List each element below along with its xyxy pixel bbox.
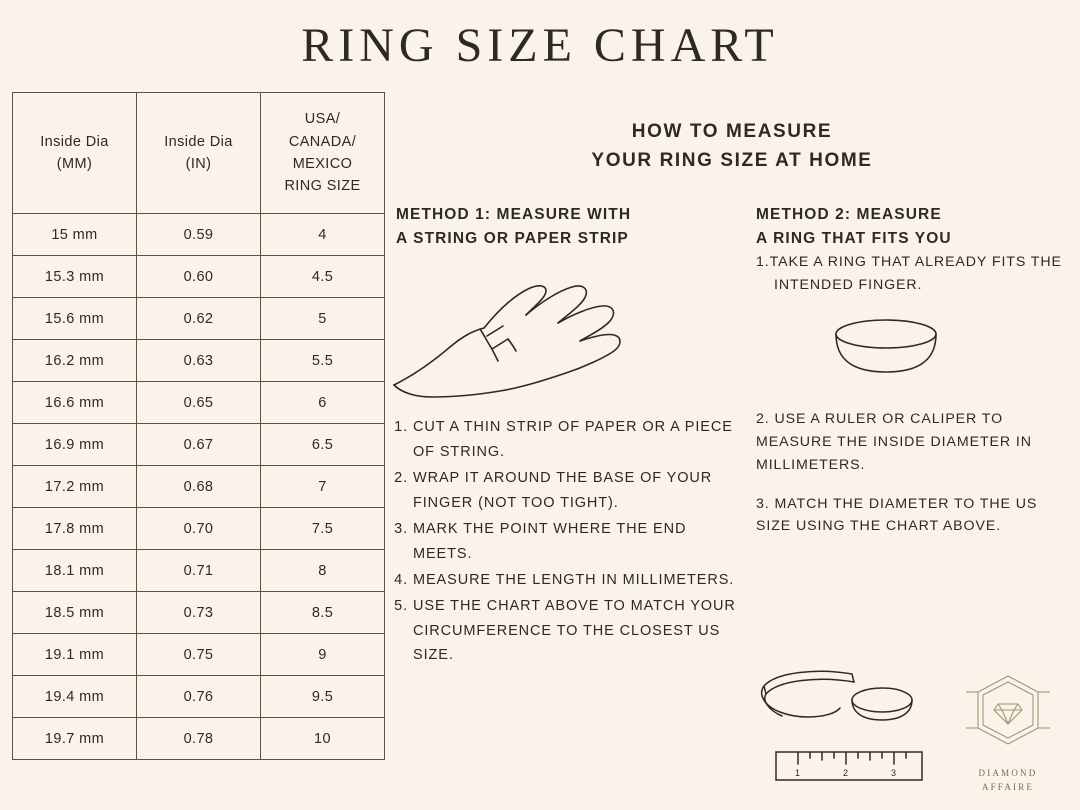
cell-dia-in: 0.65	[137, 382, 261, 424]
cell-dia-in: 0.76	[137, 676, 261, 718]
header-line: (IN)	[185, 156, 212, 172]
table-row	[13, 466, 385, 508]
method-1-steps	[396, 415, 746, 668]
cell-us-size: 7.5	[261, 508, 385, 550]
cell-dia-in: 0.75	[137, 634, 261, 676]
table-row	[13, 340, 385, 382]
cell-dia-in: 0.62	[137, 298, 261, 340]
table-row	[13, 676, 385, 718]
page-title: RING SIZE CHART	[301, 19, 779, 72]
cell-dia-mm: 15.3 mm	[13, 256, 137, 298]
method-2-heading	[756, 203, 1068, 251]
cell-dia-mm: 19.4 mm	[13, 676, 137, 718]
brand-name-line-1: DIAMOND	[978, 768, 1038, 778]
cell-dia-mm: 17.8 mm	[13, 508, 137, 550]
cell-us-size: 6	[261, 382, 385, 424]
cell-us-size: 10	[261, 718, 385, 760]
cell-us-size: 9	[261, 634, 385, 676]
cell-us-size: 6.5	[261, 424, 385, 466]
method-2-heading-line-1: METHOD 2: MEASURE	[756, 206, 942, 223]
ruler-tick-label: 2	[843, 768, 849, 778]
brand-name-line-2: AFFAIRE	[981, 781, 1035, 792]
method-1-heading	[396, 203, 746, 251]
header-line: RING SIZE	[284, 178, 361, 195]
instructions-panel	[396, 118, 1068, 669]
list-item: 5. USE THE CHART ABOVE TO MATCH YOUR CIRCUMFERENCE TO THE CLOSEST US SIZE.	[413, 594, 746, 669]
table-row	[13, 256, 385, 298]
list-item: 1. CUT A THIN STRIP OF PAPER OR A PIECE OF STRING.	[413, 415, 746, 465]
ring-band-illustration	[826, 314, 946, 394]
measuring-diagram	[756, 660, 946, 800]
how-to-line-2: YOUR RING SIZE AT HOME	[591, 149, 873, 171]
column-header-us-ring-size	[261, 93, 385, 214]
column-header-inside-dia-in	[137, 93, 261, 214]
cell-dia-mm: 15.6 mm	[13, 298, 137, 340]
cell-us-size: 4.5	[261, 256, 385, 298]
step-text: TAKE A RING THAT ALREADY FITS THE INTENDED FINGER.	[769, 254, 1062, 293]
hand-with-ring-illustration	[388, 273, 648, 403]
method-1-heading-line-2: A STRING OR PAPER STRIP	[396, 230, 629, 248]
list-item: 4. MEASURE THE LENGTH IN MILLIMETERS.	[413, 568, 746, 593]
cell-dia-mm: 15 mm	[13, 214, 137, 256]
table-row	[13, 424, 385, 466]
list-item: 2. WRAP IT AROUND THE BASE OF YOUR FINGER (NOT TOO TIGHT).	[413, 466, 746, 516]
ring-size-table	[12, 92, 385, 760]
cell-dia-in: 0.59	[137, 214, 261, 256]
header-line: USA/	[304, 111, 341, 128]
header-line: (MM)	[56, 156, 93, 172]
cell-dia-in: 0.71	[137, 550, 261, 592]
table-row	[13, 592, 385, 634]
cell-dia-mm: 17.2 mm	[13, 466, 137, 508]
cell-us-size: 9.5	[261, 676, 385, 718]
method-1-block	[396, 203, 756, 669]
cell-dia-mm: 18.1 mm	[13, 550, 137, 592]
brand-name	[952, 767, 1064, 794]
table-row	[13, 634, 385, 676]
cell-dia-in: 0.78	[137, 718, 261, 760]
method-2-heading-line-2: A RING THAT FITS YOU	[756, 230, 952, 248]
brand-logo	[952, 672, 1064, 794]
cell-dia-in: 0.68	[137, 466, 261, 508]
cell-us-size: 8	[261, 550, 385, 592]
diamond-emblem-icon	[960, 672, 1056, 760]
cell-us-size: 8.5	[261, 592, 385, 634]
ring-and-ruler-illustration	[756, 660, 946, 805]
table-row	[13, 382, 385, 424]
cell-us-size: 5.5	[261, 340, 385, 382]
table-row	[13, 550, 385, 592]
header-line: MEXICO	[292, 156, 353, 172]
methods-row	[396, 203, 1068, 669]
method-2-block	[756, 203, 1068, 669]
cell-dia-mm: 19.7 mm	[13, 718, 137, 760]
cell-us-size: 4	[261, 214, 385, 256]
cell-dia-in: 0.67	[137, 424, 261, 466]
cell-dia-in: 0.70	[137, 508, 261, 550]
table-row	[13, 214, 385, 256]
cell-dia-mm: 19.1 mm	[13, 634, 137, 676]
method-1-heading-line-1: METHOD 1: MEASURE WITH	[396, 206, 632, 223]
cell-dia-in: 0.60	[137, 256, 261, 298]
cell-us-size: 7	[261, 466, 385, 508]
how-to-line-1: HOW TO MEASURE	[631, 121, 833, 142]
cell-dia-mm: 18.5 mm	[13, 592, 137, 634]
how-to-measure-heading	[396, 118, 1068, 175]
table-row	[13, 718, 385, 760]
size-table-container	[12, 92, 384, 760]
method-2-step-1	[756, 251, 1068, 296]
header-line: Inside Dia	[164, 133, 233, 150]
table-header-row	[13, 93, 385, 214]
ruler-tick-label: 3	[891, 768, 897, 778]
method-2-step-3: 3. MATCH THE DIAMETER TO THE US SIZE USING THE CHART ABOVE.	[756, 495, 1038, 535]
list-item: 3. MARK THE POINT WHERE THE END MEETS.	[413, 517, 746, 567]
column-header-inside-dia-mm	[13, 93, 137, 214]
table-row	[13, 298, 385, 340]
header-line: Inside Dia	[40, 133, 109, 150]
header-line: CANADA/	[288, 133, 357, 150]
method-2-step-2: 2. USE A RULER OR CALIPER TO MEASURE THE INSIDE DIAMETER IN MILLIMETERS.	[756, 411, 1032, 473]
step-number: 1.	[756, 254, 770, 271]
cell-us-size: 5	[261, 298, 385, 340]
table-row	[13, 508, 385, 550]
cell-dia-in: 0.63	[137, 340, 261, 382]
ruler-tick-label: 1	[795, 768, 801, 778]
cell-dia-in: 0.73	[137, 592, 261, 634]
cell-dia-mm: 16.9 mm	[13, 424, 137, 466]
cell-dia-mm: 16.2 mm	[13, 340, 137, 382]
cell-dia-mm: 16.6 mm	[13, 382, 137, 424]
